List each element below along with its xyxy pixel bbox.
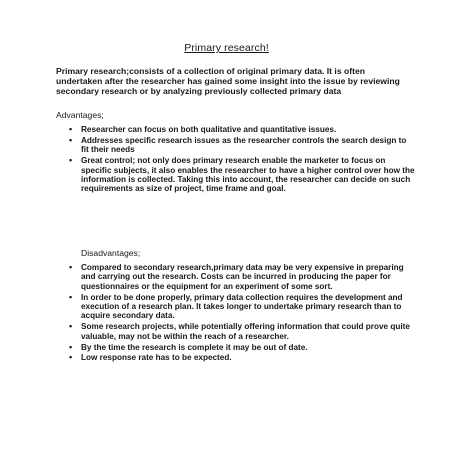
intro-paragraph: Primary research;consists of a collection of original primary data. It is often undertaken after the researcher has gained some insight into the issue by reviewing secondary research or by analyzing previously collected primary data [56,66,400,97]
list-item [69,291,415,321]
list-item-text: Researcher can focus on both qualitative and quantitative issues. [81,125,337,134]
bullet-icon: • [69,321,73,332]
list-item-text: Addresses specific research issues as the researcher controls the search design to fit their needs [81,135,407,155]
disadvantages-list [69,262,415,364]
list-item-text: By the time the research is complete it may be out of date. [81,342,308,352]
bullet-icon: • [69,341,73,352]
list-item-text: In order to be done properly, primary data collection requires the development and execution of a research plan. It takes longer to undertake primary research than to acquire secondary data. [81,292,403,321]
disadvantages-heading: Disadvantages; [81,248,141,258]
list-item [69,341,415,352]
bullet-icon: • [69,134,73,145]
list-item [69,262,415,291]
list-item-text: Compared to secondary research,primary data may be very expensive in preparing and carrying out the research. Costs can be incurred in producing the paper for questionnaires or the equipment for an experiment of some sort. [81,263,404,291]
list-item [69,155,415,194]
page-title: Primary research! [184,42,269,54]
list-item [69,134,415,155]
list-item-text: Great control; not only does primary research enable the marketer to focus on specific subjects, it also enables the researcher to have a higher control over how the information is collected. Taking this into account, the researcher can decide on such requirements as size of project, time frame and goal. [81,156,415,194]
list-item [69,352,415,363]
advantages-list [69,124,415,195]
bullet-icon: • [69,352,73,363]
bullet-icon: • [69,291,73,302]
list-item-text: Some research projects, while potentially offering information that could prove quite valuable, may not be within the reach of a researcher. [81,322,410,341]
list-item [69,321,415,341]
bullet-icon: • [69,262,73,272]
bullet-icon: • [69,124,73,134]
list-item [69,124,415,134]
advantages-heading: Advantages; [56,110,104,120]
bullet-icon: • [69,155,73,166]
list-item-text: Low response rate has to be expected. [81,353,232,363]
